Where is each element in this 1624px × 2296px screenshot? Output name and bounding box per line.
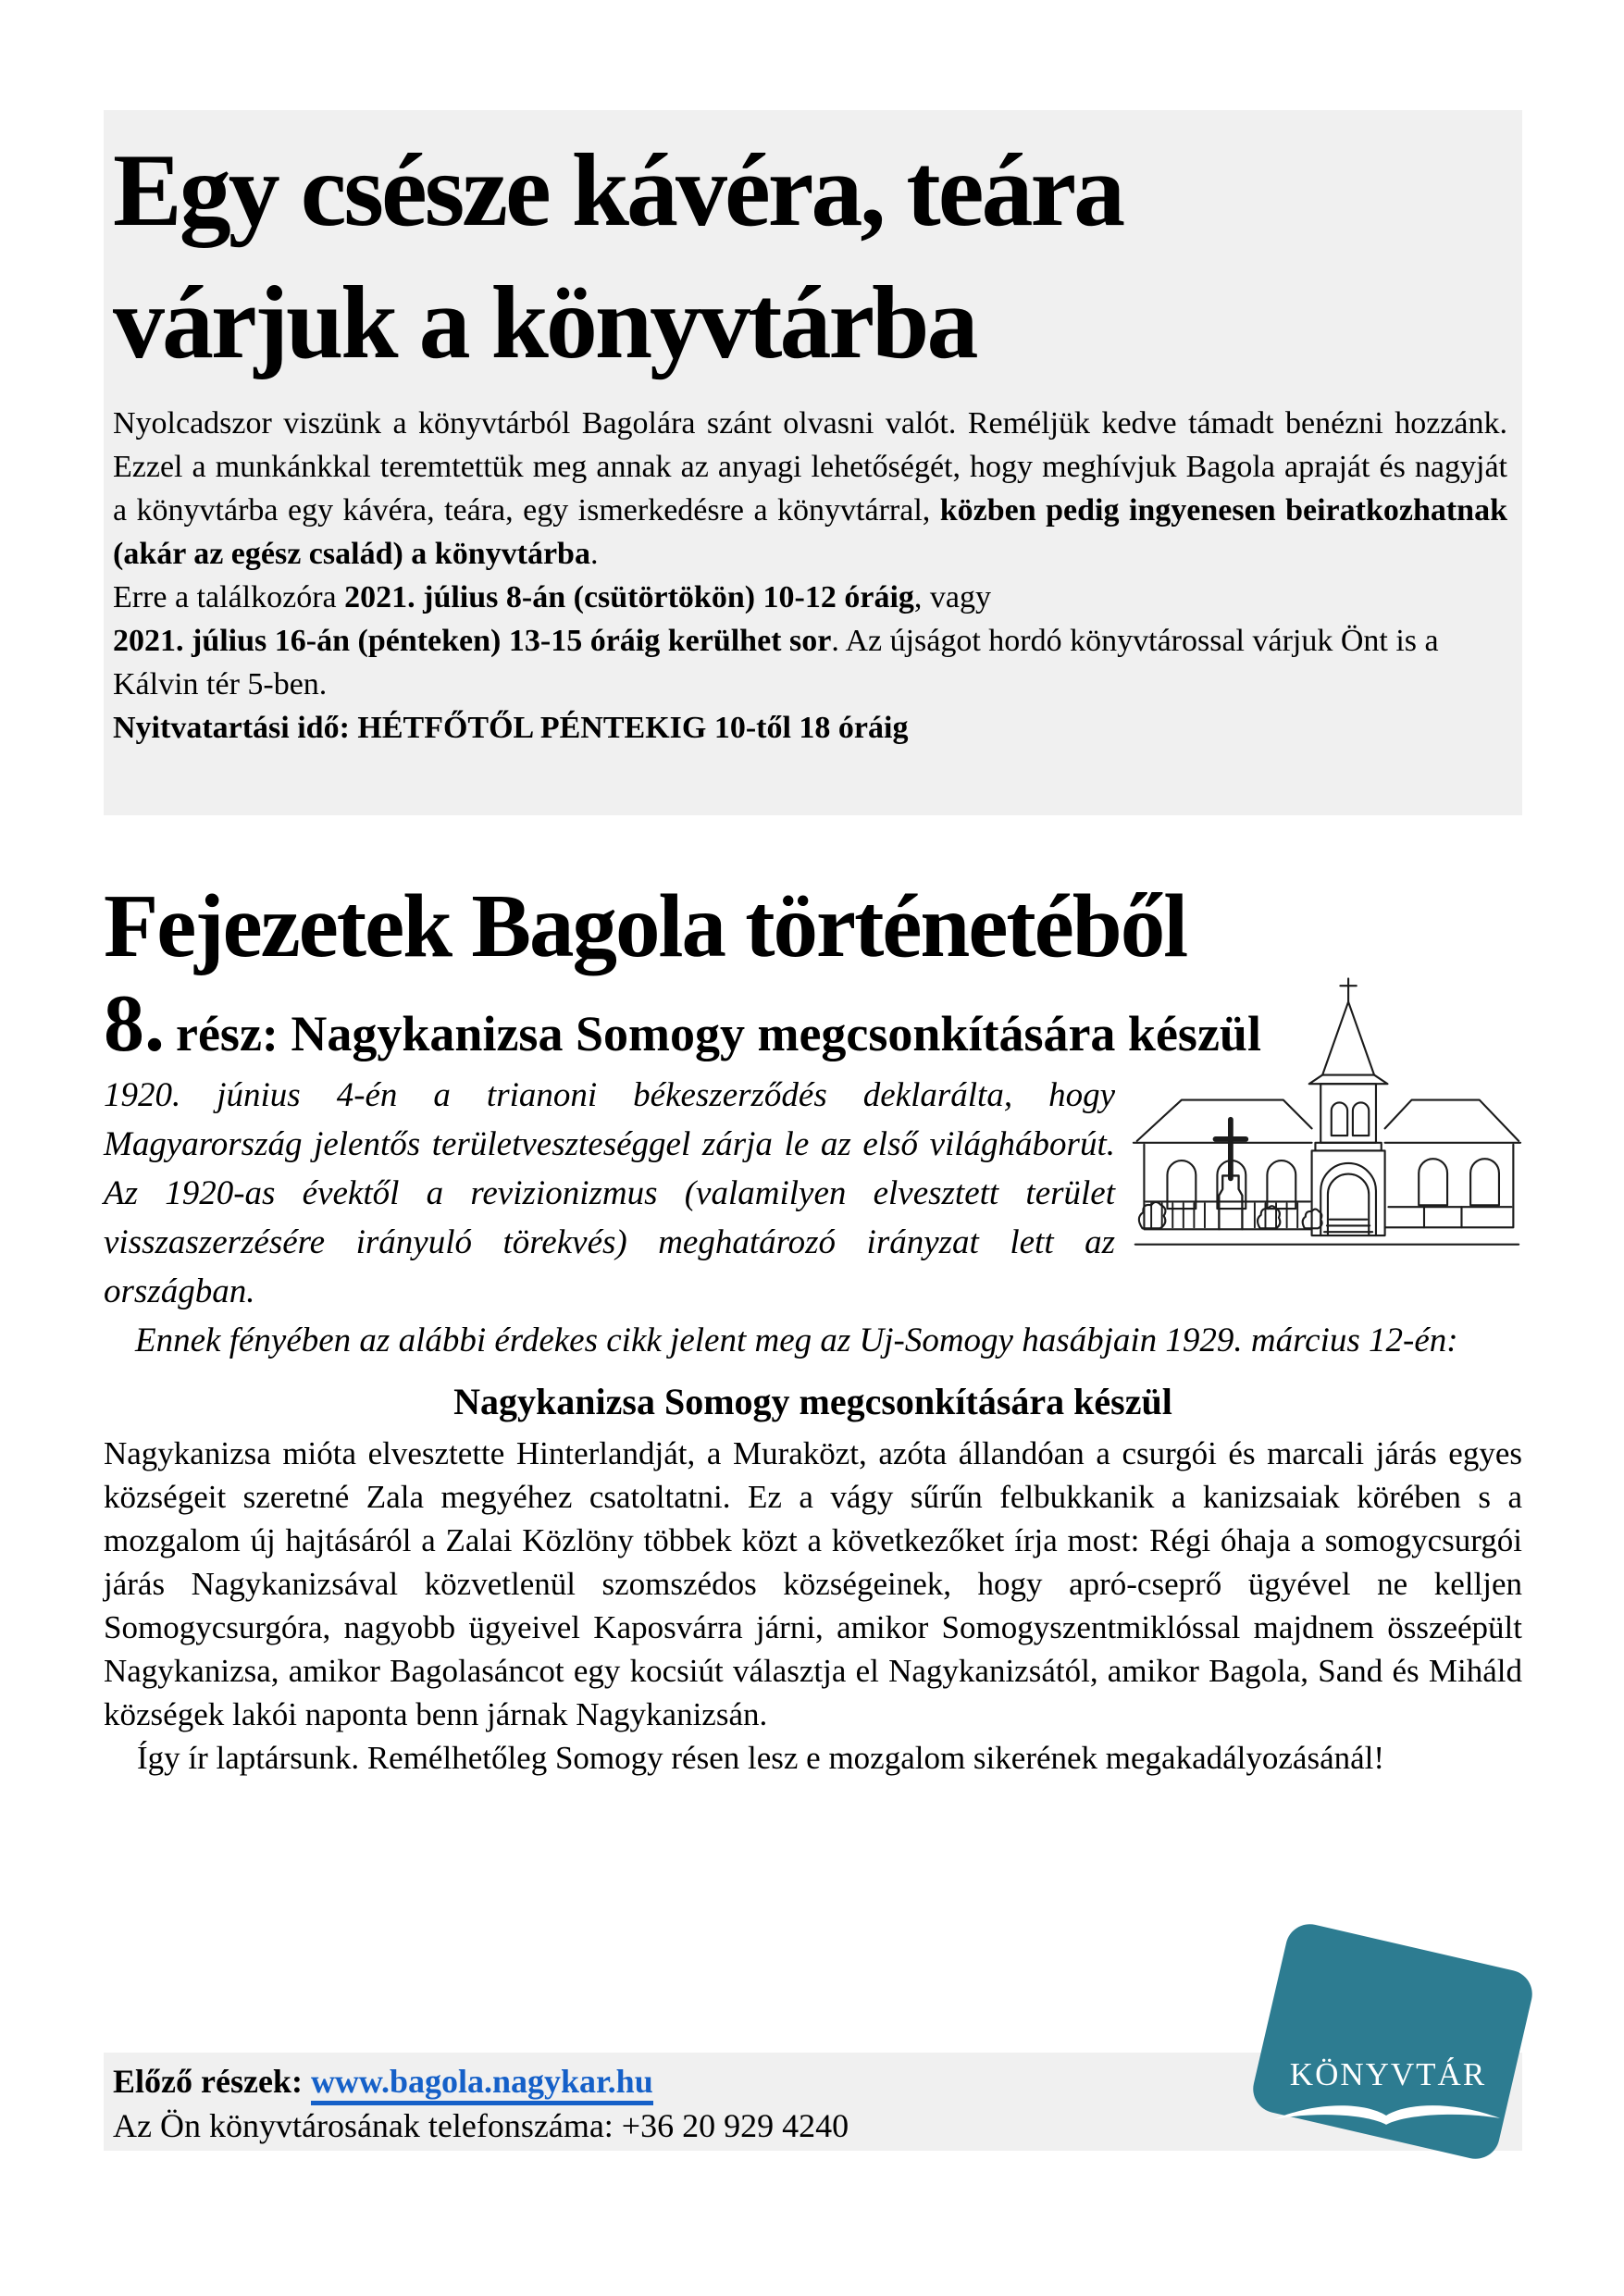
phone-line: Az Ön könyvtárosának telefonszáma: +36 20 929 4240 — [113, 2107, 849, 2144]
logo-text: KÖNYVTÁR — [1289, 2056, 1487, 2092]
lead-title-line2: várjuk a könyvtárba — [113, 266, 976, 381]
lead-paragraph-bold: közben pedig ingyenesen beiratkozhatnak (akár az egész család) a könyvtárba — [113, 492, 1508, 571]
lead-article-box — [104, 110, 1522, 815]
history-section — [104, 876, 1522, 1780]
meeting-times — [113, 576, 1507, 706]
meeting-outro: . Az újságot hordó könyvtárossal várjuk Önt is a Kálvin tér 5-ben. — [113, 623, 1439, 701]
library-logo — [1245, 1927, 1541, 2158]
lead-title-line1: Egy csésze kávéra, teára — [113, 133, 1123, 248]
meeting-date-1: 2021. július 8-án (csütörtökön) 10-12 óráig — [344, 579, 914, 614]
church-illustration — [1128, 1071, 1522, 1256]
part-number: 8. — [104, 979, 165, 1069]
history-title: Fejezetek Bagola történetéből — [104, 876, 1187, 975]
meeting-or: , vagy — [913, 579, 992, 614]
church-drawing-icon — [1130, 974, 1522, 1253]
article-paragraph-2: Így ír laptársunk. Remélhetőleg Somogy résen lesz e mozgalom sikerének megakadályozásánál! — [137, 1740, 1385, 1776]
open-book-icon — [1269, 2091, 1507, 2128]
meeting-intro: Erre a találkozóra — [113, 579, 345, 614]
lead-paragraph — [113, 402, 1507, 576]
meeting-date-2: 2021. július 16-án (pénteken) 13-15 óráig kerülhet sor — [113, 623, 832, 658]
lead-title — [113, 125, 1507, 391]
lede-text: 1920. június 4-én a trianoni békeszerződés deklarálta, hogy Magyarország jelentős területveszteséggel zárja le az első világháborút. Az 1920-as évektől a revizionizmus (valamilyen elvesztett terület visszaszerzésére irányuló törekvés) meghatározó irányzat lett az országban. — [104, 1076, 1115, 1310]
article-heading: Nagykanizsa Somogy megcsonkítására készül — [453, 1381, 1172, 1422]
previous-parts-link[interactable]: www.bagola.nagykar.hu — [311, 2063, 653, 2105]
lede-paragraph-2: Ennek fényében az alábbi érdekes cikk jelent meg az Uj-Somogy hasábjain 1929. március 12-én: — [135, 1322, 1458, 1359]
lead-paragraph-text: Nyolcadszor viszünk a könyvtárból Bagolára szánt olvasni valót. Reméljük kedve támadt benézni hozzánk. Ezzel a munkánkkal teremtettük meg annak az anyagi lehetőségét, hogy meghívjuk Bagola apraját és nagyját a könyvtárba egy kávéra, teára, egy ismerkedésre a könyvtárral, — [113, 405, 1507, 527]
opening-hours: Nyitvatartási idő: HÉTFŐTŐL PÉNTEKIG 10-től 18 óráig — [113, 710, 909, 745]
lead-paragraph-end: . — [589, 536, 599, 571]
part-title: rész: Nagykanizsa Somogy megcsonkítására készül — [176, 1006, 1261, 1061]
lede-paragraph — [104, 1071, 1522, 1316]
article-paragraph-1: Nagykanizsa mióta elvesztette Hinterlandját, a Muraközt, azóta állandóan a csurgói és marcali járás egyes községeit szeretné Zala megyéhez csatoltatni. Ez a vágy sűrűn felbukkanik a kanizsaiak körében s a mozgalom új hajtásáról a Zalai Közlöny többek közt a következőket írja most: Régi óhaja a somogycsurgói járás Nagykanizsával közvetlenül szomszédos községeinek, hogy apró-cseprő ügyével ne kelljen Somogycsurgóra, nagyobb ügyeivel Kaposvárra járni, amikor Somogyszentmiklóssal majdnem összeépült Nagykanizsa, amikor Bagolasáncot egy kocsiút választja el Nagykanizsától, amikor Bagola, Sand és Miháld községek lakói naponta benn járnak Nagykanizsán. — [104, 1435, 1522, 1732]
previous-parts-label: Előző részek: — [113, 2063, 311, 2100]
